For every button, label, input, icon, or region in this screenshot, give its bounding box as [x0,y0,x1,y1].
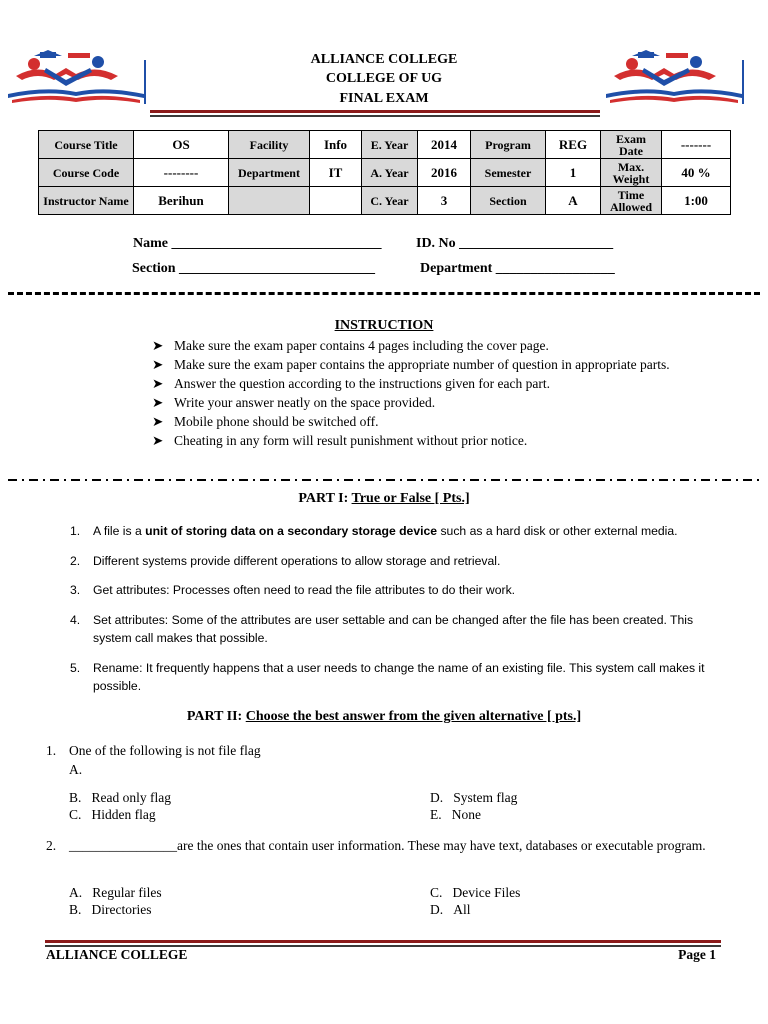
table-cell: C. Year [362,187,418,215]
instruction-list [152,336,722,450]
option-item[interactable]: E. None [430,807,481,822]
instruction-title: INSTRUCTION [334,318,434,333]
table-cell: Max. Weight [601,159,662,187]
list-item: 2. Different systems provide different operations to allow storage and retrieval. [70,554,501,568]
table-cell: Exam Date [601,131,662,159]
table-cell: OS [134,131,229,159]
table-cell: -------- [134,159,229,187]
college-subtitle: COLLEGE OF UG [325,71,443,86]
table-cell: Program [471,131,546,159]
table-cell: A. Year [362,159,418,187]
arrow-bullet-icon: ➤ [152,357,164,372]
table-cell: IT [310,159,362,187]
footer-college-name: ALLIANCE COLLEGE [46,947,188,962]
dashed-divider [8,292,760,295]
table-cell: Facility [229,131,310,159]
option-item[interactable]: C. Hidden flag [69,807,156,822]
list-item: 1. A file is a unit of storing data on a secondary storage device such as a hard disk or other external media. [70,524,678,538]
table-cell: Time Allowed [601,187,662,215]
arrow-bullet-icon: ➤ [152,338,164,353]
table-cell: 1:00 [662,187,731,215]
table-cell: 2016 [418,159,471,187]
option-item[interactable]: A. Regular files [69,885,162,900]
table-cell: A [546,187,601,215]
arrow-bullet-icon: ➤ [152,395,164,410]
table-row [39,131,731,159]
question-number: 1. [46,743,57,758]
name-field[interactable]: Name ______________________________ [133,236,382,251]
list-item: ➤ Cheating in any form will result punishment without prior notice. [152,433,528,448]
table-cell: Course Title [39,131,134,159]
table-cell: REG [546,131,601,159]
table-cell: ------- [662,131,731,159]
option-item[interactable]: D. System flag [430,790,518,805]
list-item: 3. Get attributes: Processes often need to read the file attributes to do their work. [70,583,516,597]
table-cell: 3 [418,187,471,215]
dash-dot-divider [8,479,760,481]
option-label: A. [69,762,83,777]
part1-heading: PART I: True or False [ Pts.] [298,491,470,506]
option-item[interactable]: B. Directories [69,902,152,917]
table-cell: E. Year [362,131,418,159]
table-cell: Info [310,131,362,159]
list-item: ➤ Write your answer neatly on the space provided. [152,395,436,410]
page-number: Page 1 [678,947,716,962]
table-cell: Instructor Name [39,187,134,215]
department-field[interactable]: Department _________________ [420,261,615,276]
table-row [39,187,731,215]
list-item: ➤ Answer the question according to the instructions given for each part. [152,376,551,391]
list-item: ➤ Mobile phone should be switched off. [152,414,379,429]
part1-title: True or False [ Pts.] [351,491,470,506]
exam-title: FINAL EXAM [339,91,429,106]
question-text: ________________are the ones that contain user information. These may have text, databases or executable program. [69,838,706,853]
arrow-bullet-icon: ➤ [152,414,164,429]
college-name: ALLIANCE COLLEGE [310,52,458,67]
table-cell: Department [229,159,310,187]
header-rule-dark [150,115,600,117]
footer-rule-red [45,940,721,943]
option-item[interactable]: B. Read only flag [69,790,171,805]
part2-heading: PART II: Choose the best answer from the given alternative [ pts.] [186,709,582,724]
option-item[interactable]: D. All [430,902,471,917]
header-rule-red [150,110,600,113]
table-cell: 1 [546,159,601,187]
option-item[interactable]: C. Device Files [430,885,521,900]
list-item: ➤ Make sure the exam paper contains the appropriate number of question in appropriate parts. [152,357,670,372]
table-cell: Berihun [134,187,229,215]
id-field[interactable]: ID. No ______________________ [416,236,614,251]
table-cell: Section [471,187,546,215]
table-cell: 40 % [662,159,731,187]
list-item: 5. Rename: It frequently happens that a user needs to change the name of an existing file. This system call makes it possible. [70,661,705,693]
part2-title: Choose the best answer from the given alternative [ pts.] [245,709,582,724]
table-cell: Semester [471,159,546,187]
question-text: One of the following is not file flag [69,743,261,758]
table-cell [310,187,362,215]
arrow-bullet-icon: ➤ [152,376,164,391]
arrow-bullet-icon: ➤ [152,433,164,448]
table-cell [229,187,310,215]
list-item: 4. Set attributes: Some of the attributes are user settable and can be changed after the file has been created. This system call makes that possible. [70,613,694,645]
table-cell: 2014 [418,131,471,159]
question-number: 2. [46,838,57,853]
table-cell: Course Code [39,159,134,187]
section-field[interactable]: Section ____________________________ [132,261,376,276]
table-row [39,159,731,187]
exam-info-table [38,130,731,215]
list-item: ➤ Make sure the exam paper contains 4 pages including the cover page. [152,338,549,353]
